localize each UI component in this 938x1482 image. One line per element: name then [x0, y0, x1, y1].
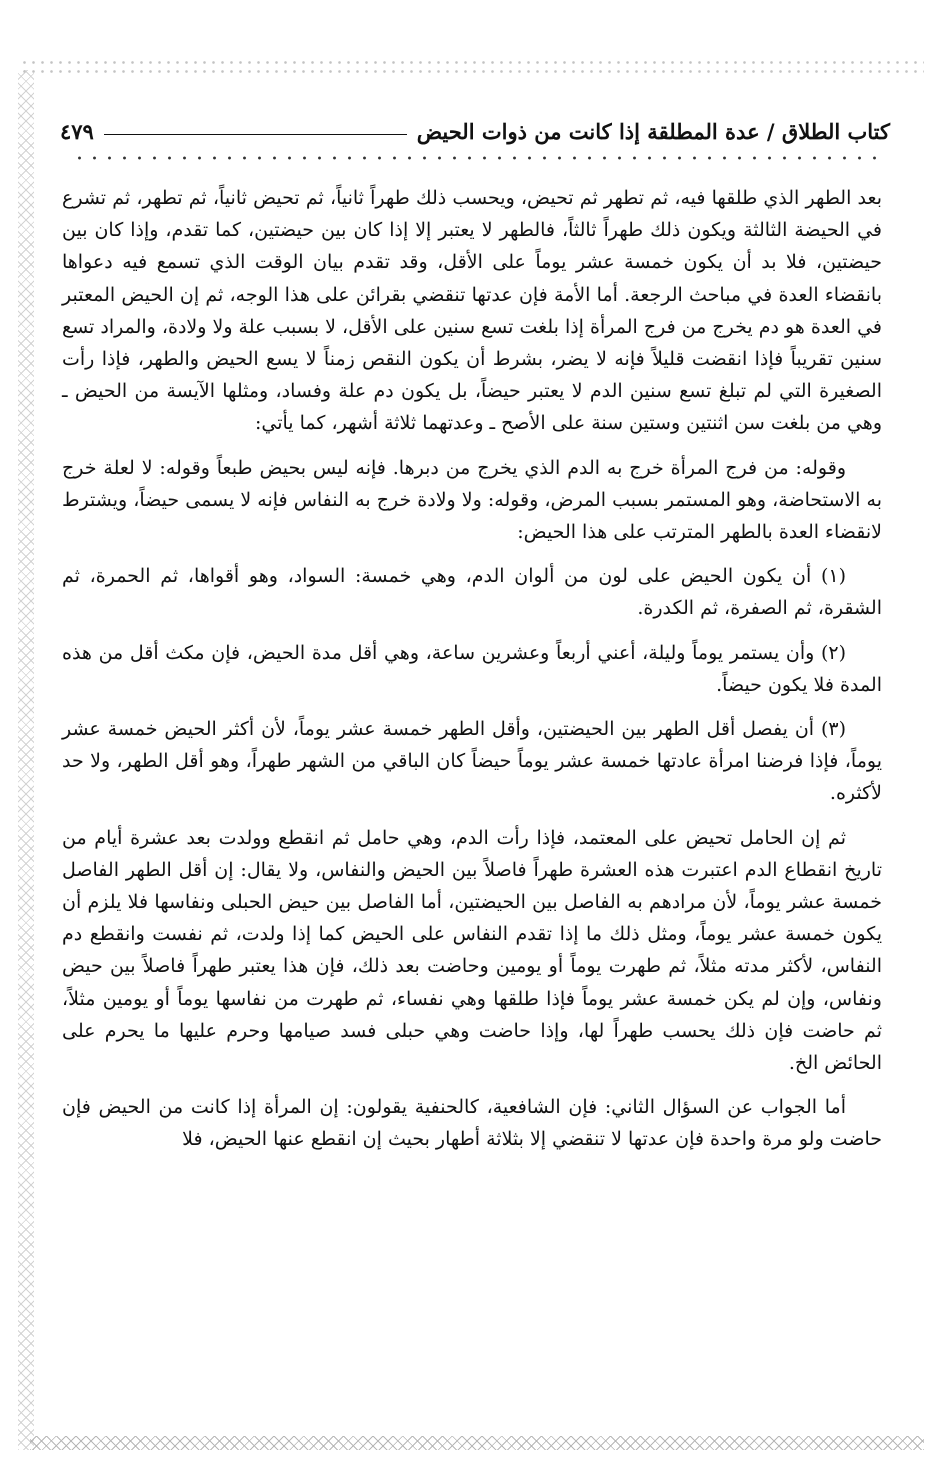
header-rule: [104, 134, 407, 135]
dotted-separator: [72, 152, 884, 164]
page-number: ٤٧٩: [60, 119, 94, 144]
body-text: [62, 182, 882, 1168]
chapter-title: كتاب الطلاق / عدة المطلقة إذا كانت من ذوات الحيض: [416, 119, 890, 144]
decorative-border-bottom: [30, 1436, 924, 1450]
paragraph: (٣) أن يفصل أقل الطهر بين الحيضتين، وأقل الطهر خمسة عشر يوماً، لأن أكثر الحيض خمسة عشر يوماً، فإذا فرضنا امرأة عادتها خمسة عشر يوماً حيضاً كان الباقي من الشهر طهراً، وهو أقل الطهر، ولا حد لأكثره.: [62, 718, 882, 805]
paragraph: أما الجواب عن السؤال الثاني: فإن الشافعية، كالحنفية يقولون: إن المرأة إذا كانت من الحيض فإن حاضت ولو مرة واحدة فإن عدتها لا تنقضي إلا بثلاثة أطهار بحيث إن انقطع عنها الحيض، فلا: [62, 1096, 882, 1151]
paragraph: بعد الطهر الذي طلقها فيه، ثم تطهر ثم تحيض، ويحسب ذلك طهراً ثانياً، ثم تحيض ثانياً، ثم تطهر، ثم تشرع في الحيضة الثالثة ويكون ذلك طهراً ثالثاً، فالطهر لا يعتبر إلا إذا كان بين حيضتين، كما تقدم، وإذا كان بين حيضتين، فلا بد أن يكون خمسة عشر يوماً على الأقل، وقد تقدم بيان الوقت الذي تسمع فيه دعواها بانقضاء العدة في مباحث الرجعة. أما الأمة فإن عدتها تنقضي بقرائن على هذا الوجه، ثم إن الحيض المعتبر في العدة هو دم يخرج من فرج المرأة إذا بلغت تسع سنين على الأقل، لا بسبب علة ولا ولادة، والمراد تسع سنين تقريباً فإذا انقضت قليلاً فإنه لا يضر، بشرط أن يكون النقص زمناً لا يسع الحيض والطهر، فإذا رأت الصغيرة التي لم تبلغ تسع سنين الدم لا يعتبر حيضاً، بل يكون دم علة وفساد، ومثلها الآيسة من الحيض ـ وهي من بلغت سن اثنتين وستين سنة على الأصح ـ وعدتهما ثلاثة أشهر، كما يأتي:: [62, 187, 882, 435]
decorative-border-top: [20, 58, 924, 76]
paragraph: ثم إن الحامل تحيض على المعتمد، فإذا رأت الدم، وهي حامل ثم انقطع وولدت بعد عشرة أيام من تاريخ انقطاع الدم اعتبرت هذه العشرة طهراً فاصلاً بين الحيض والنفاس، ولا يقال: إن أقل الطهر الفاصل خمسة عشر يوماً، لأن مرادهم به الفاصل بين الحيضتين، أما الفاصل بين حيض الحبلى ونفاسها فلا يلزم أن يكون خمسة عشر يوماً، ومثل ذلك ما إذا تقدم النفاس على الحيض كما إذا ولدت، ثم نفست وانقطع دم النفاس، لأكثر مدته مثلاً، ثم طهرت يوماً أو يومين وحاضت بعد ذلك، فإن هذا يعتبر طهراً فاصلاً بين حيض ونفاس، وإن لم يكن خمسة عشر يوماً فإذا طلقها وهي نفساء، ثم طهرت من نفاسها يوماً أو يومين مثلاً، ثم حاضت فإن ذلك يحسب طهراً لها، وإذا حاضت وهي حبلى فسد صيامها وحرم عليها ما يحرم على الحائض الخ.: [62, 826, 882, 1075]
paragraph: (٢) وأن يستمر يوماً وليلة، أعني أربعاً وعشرين ساعة، وهي أقل مدة الحيض، فإن مكث أقل من هذه المدة فلا يكون حيضاً.: [62, 641, 882, 696]
decorative-border-left: [18, 70, 34, 1450]
paragraph: وقوله: من فرج المرأة خرج به الدم الذي يخرج من دبرها. فإنه ليس بحيض طبعاً وقوله: لا لعلة خرج به الاستحاضة، وهو المستمر بسبب المرض، وقوله: ولا ولادة خرج به النفاس فإنه لا يسمى حيضاً، ويشترط لانقضاء العدة بالطهر المترتب على هذا الحيض:: [62, 456, 882, 544]
running-header: [60, 104, 890, 144]
paragraph: (١) أن يكون الحيض على لون من ألوان الدم، وهي خمسة: السواد، وهو أقواها، ثم الحمرة، ثم الشقرة، ثم الصفرة، ثم الكدرة.: [62, 565, 882, 620]
